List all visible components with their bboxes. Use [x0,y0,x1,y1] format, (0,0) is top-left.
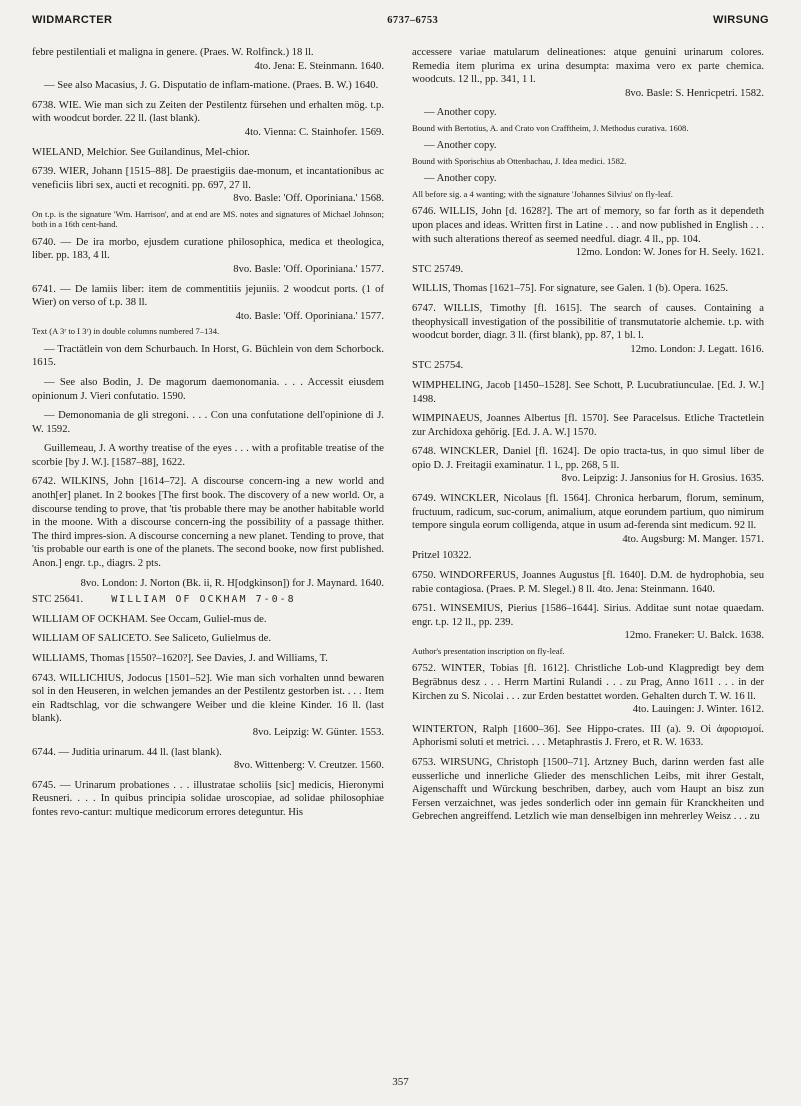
handwritten-note: WILLIAM OF OCKHAM 7-0-8 [111,594,296,606]
catalogue-entry [412,602,764,643]
entry-text: — Demonomania de gli stregoni. . . . Con una confutatione dell'opinione di J. W. 1592. [32,410,384,435]
entry-imprint: 8vo. Leipzig: W. Günter. 1553. [252,726,384,738]
catalogue-entry [412,282,764,296]
entry-text: WINTERTON, Ralph [1600–36]. See Hippo-crates. III (a). 9. Οἱ ἀφορισμοί. Aphorismi soluti et metrici. . . . Metaphrastis J. Frero, et R. W. 1633. [412,723,764,749]
catalogue-entry [412,359,764,373]
entry-note [412,189,764,199]
catalogue-entry [412,569,764,596]
entry-note [412,646,764,656]
catalogue-entry [412,263,764,277]
entry-text: Text (A 3ʳ to I 3ʳ) in double columns numbered 7–134. [32,326,220,337]
left-column [32,46,384,1062]
entry-text: 6746. WILLIS, John [d. 1628?]. The art of memory, so far forth as it dependeth upon places and ideas. Written first in Latine . . . and now published in English . . . with such alterations thereof as seemed needful. diagr. 4 ll., pp. 104. [412,206,764,245]
catalogue-entry [32,283,384,324]
entry-text: Guillemeau, J. A worthy treatise of the eyes . . . with a profitable treatise of the scorbie [by J. W.]. [1587–88], 1622. [32,443,384,468]
catalogue-entry [32,632,384,646]
entry-imprint: 8vo. Basle: S. Henricpetri. 1582. [625,87,764,99]
entry-text: 6750. WINDORFERUS, Joannes Augustus [fl. 1640]. D.M. de hydrophobia, seu rabie contagiosa. (Praes. P. M. Slegel.) 8 ll. 4to. Jena: Steinmann. 1640. [412,570,764,595]
entry-text: Pritzel 10322. [412,550,472,562]
right-column [412,46,764,1062]
catalogue-entry [412,106,764,120]
page-number: 357 [392,1076,409,1088]
catalogue-entry [412,445,764,486]
entry-text: STC 25749. [412,263,464,275]
catalogue-entry [32,146,384,160]
entry-text: Bound with Sporischius ab Ottenbachau, J. Idea medici. 1582. [412,155,627,166]
catalogue-entry [32,165,384,206]
catalogue-entry [32,577,384,591]
catalogue-entry [412,379,764,406]
catalogue-entry [32,475,384,570]
entry-text: WILLIAMS, Thomas [1550?–1620?]. See Davies, J. and Williams, T. [32,653,328,664]
entry-imprint: 4to. Augsburg: M. Manger. 1571. [622,533,764,545]
entry-text: 6738. WIE. Wie man sich zu Zeiten der Pestilentz fürsehen und erhalten mög. t.p. with woodcut border. 22 ll. (last blank). [32,99,384,125]
catalogue-entry [32,343,384,370]
entry-note [32,209,384,230]
catalogue-entry [32,409,384,436]
catalogue-entry [412,756,764,824]
entry-imprint: 12mo. London: W. Jones for H. Seely. 1621. [575,247,764,259]
catalogue-entry [412,46,764,100]
catalogue-columns [32,46,769,1062]
running-head-right: WIRSUNG [713,14,769,26]
running-head-left: WIDMARCTER [32,14,113,26]
catalogue-entry [412,549,764,563]
entry-imprint: 12mo. London: J. Legatt. 1616. [630,343,764,355]
entry-text: STC 25754. [412,360,464,372]
entry-text: accessere variae matularum delineationes: atque genuini urinarum colores. Remedia item plurima ex urina desumpta: maxima vero ex parte chemica. woodcuts. 12 ll., pp. 341, 1 l. [412,47,764,86]
catalogue-entry [32,236,384,277]
entry-text: STC 25641. [32,594,84,606]
entry-text: 6742. WILKINS, John [1614–72]. A discourse concern-ing a new world and anoth[er] planet. In 2 bookes [The first book. The discovery of a new world. Or, a discourse tending to prove, that 'tis probable there may be another habitable world in the moone. With a discourse concern-ing the possibility of a passage thither. The third impres-sion. A discourse concerning a new planet. Tending to prove, that 'tis probable our earth is one of the planets. The second booke, now first published. Anon.] engr. t.p., diagrs. 2 pts. [32,476,384,570]
entry-text: 6740. — De ira morbo, ejusdem curatione philosophica, medica et theologica, liber. pp. 183, 4 ll. [32,236,384,262]
entry-text: — See also Bodin, J. De magorum daemonomania. . . . Accessit eiusdem opinionum J. Vieri confutatio. 1590. [32,376,384,402]
entry-text: — Another copy. [424,173,497,185]
entry-text: 6751. WINSEMIUS, Pierius [1586–1644]. Sirius. Additae sunt notae quaedam. engr. t.p. 12 ll., pp. 239. [412,603,764,628]
entry-text: febre pestilentiali et maligna in genere. (Praes. W. Rolfinck.) 18 ll. [32,47,314,58]
catalogue-entry [412,412,764,439]
catalogue-entry [32,46,384,73]
entry-text: WIELAND, Melchior. See Guilandinus, Mel-chior. [32,146,250,158]
entry-text: 6745. — Urinarum probationes . . . illustratae scholiis [sic] medicis, Hieronymi Reusneri. . . . In quibus principia solidae uroscopiae, ad solidae philosophiae fontes revo-cantur: multique medicorum errores deteguntur. His [32,779,384,818]
catalogue-entry [32,746,384,773]
catalogue-entry [412,139,764,153]
catalogue-entry [412,492,764,546]
entry-text: 6744. — Juditia urinarum. 44 ll. (last blank). [32,746,222,758]
catalogue-entry [412,302,764,356]
catalogue-entry [32,442,384,469]
entry-text: WILLIAM OF OCKHAM. See Occam, Guliel-mus de. [32,613,267,625]
entry-text: 6743. WILLICHIUS, Jodocus [1501–52]. Wie man sich vorhalten unnd bewaren sol in den Heuseren, in welchen jemandes an der Pestilentz gestorben ist. . . . Item ein Radtschlag, vor die schwangere Weiber und die kleine Kinder. 16 ll. (last blank). [32,672,384,725]
entry-text: WILLIAM OF SALICETO. See Saliceto, Gulielmus de. [32,633,272,645]
catalogue-entry [412,172,764,186]
entry-imprint: 4to. Vienna: C. Stainhofer. 1569. [244,126,384,138]
entry-text: — Tractätlein von dem Schurbauch. In Horst, G. Büchlein von dem Schorbock. 1615. [32,343,384,369]
catalogue-entry [32,593,384,607]
entry-text: 6741. — De lamiis liber: item de commentitiis jejuniis. 2 woodcut ports. (1 of Wier) on verso of t.p. 38 ll. [32,283,384,309]
entry-text: On t.p. is the signature 'Wm. Harrison', and at end are MS. notes and signatures of Michael Johnson; both in a 16th cent-hand. [32,208,384,230]
entry-text: — Another copy. [424,140,497,152]
entry-imprint: 8vo. Basle: 'Off. Oporiniana.' 1568. [233,193,384,205]
catalogue-entry [412,205,764,259]
entry-text: WILLIS, Thomas [1621–75]. For signature, see Galen. 1 (b). Opera. 1625. [412,283,729,295]
entry-text: Author's presentation inscription on fly-leaf. [412,646,565,656]
catalogue-entry [32,99,384,140]
entry-note [412,156,764,166]
catalogue-entry [412,723,764,750]
entry-imprint: 8vo. Basle: 'Off. Oporiniana.' 1577. [233,263,384,275]
entry-text: — Another copy. [424,107,497,119]
catalogue-entry [32,652,384,666]
entry-imprint: 4to. Jena: E. Steinmann. 1640. [254,60,384,72]
entry-note [32,326,384,336]
entry-imprint: 8vo. Leipzig: J. Jansonius for H. Grosius. 1635. [561,473,764,485]
entry-text: 6749. WINCKLER, Nicolaus [fl. 1564]. Chronica herbarum, florum, seminum, fructuum, radicum, suc-corum, animalium, atque eorundem partium, quo nimirum tempore singula eorum colligenda, atque in usum ad-ferenda sint medicum. 92 ll. [412,493,764,532]
entry-text: All before sig. a 4 wanting; with the signature 'Johannes Silvius' on fly-leaf. [412,188,673,199]
entry-text: WIMPINAEUS, Joannes Albertus [fl. 1570]. See Paracelsus. Etliche Tractetlein zur Archidoxa gehörig. [Ed. J. A. W.] 1570. [412,413,764,438]
catalogue-entry [32,79,384,93]
entry-text: 6739. WIER, Johann [1515–88]. De praestigiis dae-monum, et incantationibus ac veneficiis libri sex, aucti et recogniti. pp. 697, 27 ll. [32,166,384,191]
entry-text: 6748. WINCKLER, Daniel [fl. 1624]. De opio tracta-tus, in quo simul liber de opio D. J. Freitagii examinatur. 1 l., pp. 268, 5 ll. [412,446,764,471]
catalogue-entry [32,613,384,627]
entry-imprint: 4to. Basle: 'Off. Oporiniana.' 1577. [235,310,384,322]
entry-text: 6747. WILLIS, Timothy [fl. 1615]. The search of causes. Containing a theophysicall investigation of the possibilitie of transmutatorie alchemie. t.p. with woodcut border, diagr. 3 ll. (first blank), pp. 87, 1 bl. l. [412,302,764,342]
entry-range: 6737–6753 [387,15,439,26]
catalogue-entry [32,779,384,820]
catalogue-entry [32,376,384,403]
catalogue-entry [32,672,384,740]
entry-imprint: 12mo. Franeker: U. Balck. 1638. [624,630,764,642]
entry-text: 6753. WIRSUNG, Christoph [1500–71]. Artzney Buch, darinn werden fast alle eusserliche und innerliche Glieder des menschlichen Leibs, mit ihrer Gestalt, Aigenschafft und Würckung beschriben, darbey, auch vom Haupt an bisz zun Fersen verzaichnet, was jedes sonderlich oder inn gemain für Kranckheiten und Gebrechen angreiffend. Letzlich wie man denselbigen inn mehrerley Weisz . . . zu [412,756,764,823]
entry-text: — See also Macasius, J. G. Disputatio de inflam-matione. (Praes. B. W.) 1640. [44,80,379,92]
catalogue-entry [412,662,764,716]
page-header [32,14,769,26]
entry-text: WIMPHELING, Jacob [1450–1528]. See Schott, P. Lucubratiunculae. [Ed. J. W.] 1498. [412,379,764,405]
entry-note [412,123,764,133]
entry-imprint: 8vo. Wittenberg: V. Creutzer. 1560. [233,760,384,772]
entry-text: 8vo. London: J. Norton (Bk. ii, R. H[odgkinson]) for J. Maynard. 1640. [80,577,384,589]
entry-imprint: 4to. Lauingen: J. Winter. 1612. [632,704,764,716]
entry-text: 6752. WINTER, Tobias [fl. 1612]. Christliche Lob-und Klagpredigt bey dem Begräbnus desz . . . Herrn Martini Rulandi . . . zu Prag, Anno 1611 . . . in der Kirchen zu S. Nicolai . . . zur Erden bestattet worden. Gehalten durch T. W. 16 ll. [412,663,764,702]
entry-text: Bound with Bertotius, A. and Crato von Crafftheim, J. Methodus curativa. 1608. [412,122,689,133]
